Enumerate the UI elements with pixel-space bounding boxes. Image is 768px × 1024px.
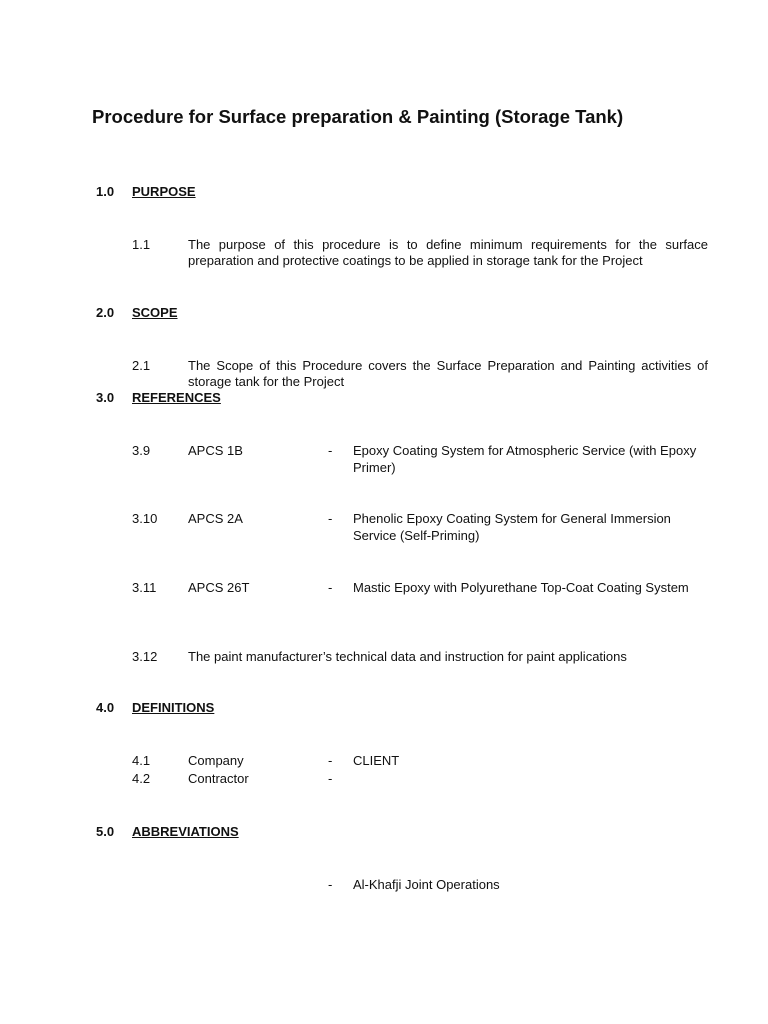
definition-number: 4.1 — [132, 753, 151, 768]
scope-text: The Scope of this Procedure covers the Surface Preparation and Painting activities of storage tank for the Project — [188, 358, 708, 389]
abbreviation-dash: - — [328, 877, 333, 892]
reference-code: APCS 1B — [188, 443, 243, 458]
reference-text: The paint manufacturer’s technical data and instruction for paint applications — [188, 649, 627, 664]
section-number-abbreviations: 5.0 — [96, 824, 115, 839]
definition-term: Company — [188, 753, 244, 768]
purpose-text: The purpose of this procedure is to define minimum requirements for the surface preparation and protective coatings to be applied in storage tank for the Project — [188, 237, 708, 268]
definition-dash: - — [328, 753, 333, 768]
section-number-definitions: 4.0 — [96, 700, 115, 715]
reference-code: APCS 2A — [188, 511, 243, 526]
reference-description: Mastic Epoxy with Polyurethane Top-Coat Coating System — [353, 580, 689, 595]
reference-code: APCS 26T — [188, 580, 250, 595]
definition-term: Contractor — [188, 771, 249, 786]
reference-dash: - — [328, 580, 333, 595]
section-heading-purpose: PURPOSE — [132, 184, 196, 199]
section-heading-scope: SCOPE — [132, 305, 178, 320]
reference-number: 3.9 — [132, 443, 151, 458]
definition-number: 4.2 — [132, 771, 151, 786]
definition-dash: - — [328, 771, 333, 786]
abbreviation-value: Al-Khafji Joint Operations — [353, 877, 500, 892]
definition-value: CLIENT — [353, 753, 400, 768]
section-heading-references: REFERENCES — [132, 390, 221, 405]
reference-description: Phenolic Epoxy Coating System for General Immersion Service (Self-Priming) — [353, 511, 671, 543]
section-number-scope: 2.0 — [96, 305, 115, 320]
section-heading-abbreviations: ABBREVIATIONS — [132, 824, 239, 839]
section-heading-definitions: DEFINITIONS — [132, 700, 215, 715]
reference-number: 3.11 — [132, 580, 157, 595]
reference-dash: - — [328, 511, 333, 526]
reference-number: 3.10 — [132, 511, 158, 526]
item-number-1-1: 1.1 — [132, 237, 151, 252]
reference-dash: - — [328, 443, 333, 458]
section-number-references: 3.0 — [96, 390, 115, 405]
reference-description: Epoxy Coating System for Atmospheric Service (with Epoxy Primer) — [353, 443, 697, 475]
section-number-purpose: 1.0 — [96, 184, 115, 199]
reference-number: 3.12 — [132, 649, 158, 664]
document-title: Procedure for Surface preparation & Painting (Storage Tank) — [92, 106, 624, 127]
item-number-2-1: 2.1 — [132, 358, 151, 373]
